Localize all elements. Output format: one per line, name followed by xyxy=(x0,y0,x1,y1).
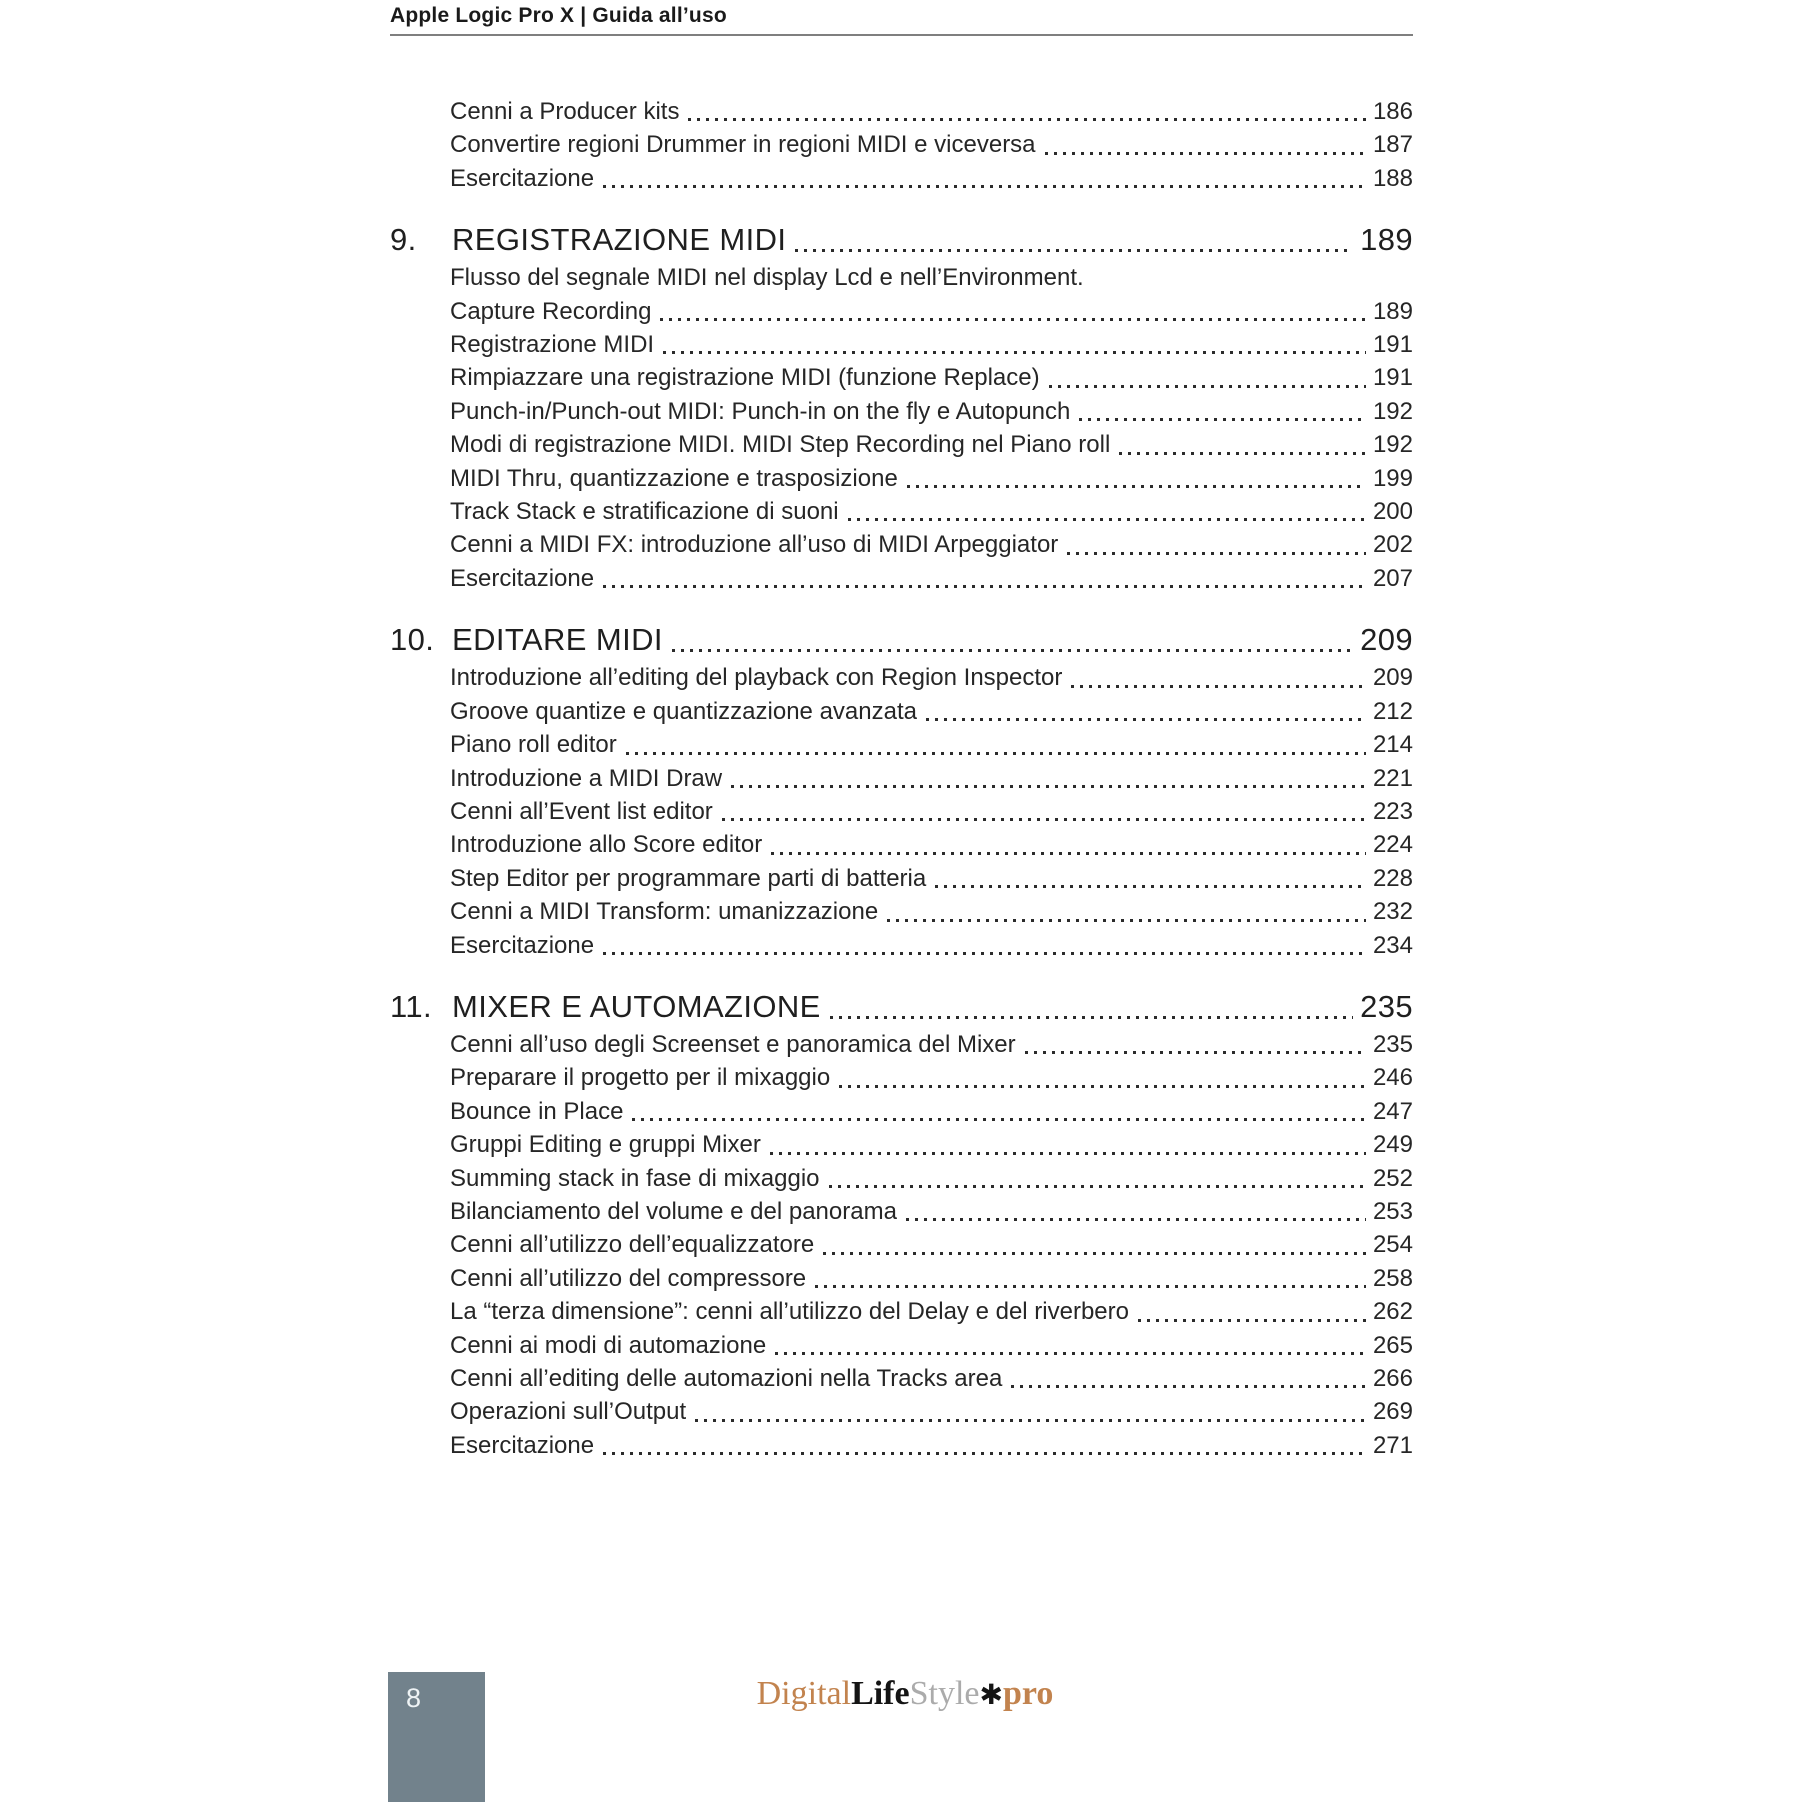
toc-entry-label: Punch-in/Punch-out MIDI: Punch-in on the fly e Autopunch xyxy=(450,397,1071,425)
toc-entry xyxy=(390,1195,1413,1228)
section-number: 9. xyxy=(390,222,417,258)
toc-entry-page: 191 xyxy=(1372,364,1413,392)
toc-entry xyxy=(390,828,1413,861)
dot-leader xyxy=(722,818,1366,821)
toc-entry-label: Summing stack in fase di mixaggio xyxy=(450,1164,820,1192)
toc xyxy=(390,95,1413,1462)
footer-page-number: 8 xyxy=(406,1683,422,1713)
dot-leader xyxy=(848,518,1366,521)
toc-entry-page: 232 xyxy=(1372,898,1413,926)
toc-entry-page: 209 xyxy=(1372,664,1413,692)
toc-entry xyxy=(390,328,1413,361)
dot-leader xyxy=(771,852,1366,855)
toc-entry xyxy=(390,795,1413,828)
toc-entry-label: Introduzione allo Score editor xyxy=(450,831,763,859)
toc-entry-label: Modi di registrazione MIDI. MIDI Step Recording nel Piano roll xyxy=(450,431,1111,459)
toc-entry-label: Bounce in Place xyxy=(450,1097,624,1125)
toc-entry xyxy=(390,895,1413,928)
dot-leader xyxy=(672,649,1353,652)
toc-entry-label: Esercitazione xyxy=(450,564,595,592)
dot-leader xyxy=(887,919,1366,922)
dot-leader xyxy=(1011,1385,1366,1388)
dot-leader xyxy=(660,318,1366,321)
toc-entry-page: 253 xyxy=(1372,1197,1413,1225)
toc-entry xyxy=(390,1028,1413,1061)
toc-entry xyxy=(390,1395,1413,1428)
dot-leader xyxy=(688,118,1366,121)
toc-entry-label: Cenni all’utilizzo dell’equalizzatore xyxy=(450,1231,815,1259)
dot-leader xyxy=(603,585,1366,588)
toc-entry-label: Flusso del segnale MIDI nel display Lcd e nell’Environment. xyxy=(450,264,1084,292)
toc-entry-page: 262 xyxy=(1372,1298,1413,1326)
dot-leader xyxy=(1119,452,1366,455)
dot-leader xyxy=(603,952,1366,955)
toc-entry-label: Rimpiazzare una registrazione MIDI (funzione Replace) xyxy=(450,364,1040,392)
toc-entry-page: 265 xyxy=(1372,1331,1413,1359)
toc-entry-page: 192 xyxy=(1372,431,1413,459)
toc-entry xyxy=(390,528,1413,561)
toc-entry xyxy=(390,1162,1413,1195)
section-heading xyxy=(390,619,1413,661)
dot-leader xyxy=(603,1452,1366,1455)
toc-entry xyxy=(390,929,1413,962)
dot-leader xyxy=(1049,385,1366,388)
toc-entry-label: Capture Recording xyxy=(450,297,652,325)
dot-leader xyxy=(626,752,1366,755)
dot-leader xyxy=(695,1419,1366,1422)
toc-entry xyxy=(390,562,1413,595)
dot-leader xyxy=(906,1218,1366,1221)
toc-entry xyxy=(390,495,1413,528)
toc-entry-label: Esercitazione xyxy=(450,931,595,959)
toc-entry xyxy=(390,1061,1413,1094)
toc-entry xyxy=(390,1329,1413,1362)
toc-entry-label: Cenni all’utilizzo del compressore xyxy=(450,1264,807,1292)
dot-leader xyxy=(935,885,1366,888)
toc-entry-label: Esercitazione xyxy=(450,164,595,192)
toc-entry xyxy=(390,162,1413,195)
logo-star-icon: ✱ xyxy=(979,1680,1003,1711)
section-page-number: 189 xyxy=(1360,222,1413,258)
toc-entry xyxy=(390,1095,1413,1128)
toc-entry-page: 212 xyxy=(1372,697,1413,725)
section-title: EDITARE MIDI xyxy=(452,622,663,658)
toc-entry-label: Step Editor per programmare parti di batteria xyxy=(450,864,927,892)
toc-entry xyxy=(390,95,1413,128)
toc-entry-page: 235 xyxy=(1372,1030,1413,1058)
toc-entry-page: 254 xyxy=(1372,1231,1413,1259)
dot-leader xyxy=(926,718,1366,721)
toc-entry xyxy=(390,261,1413,294)
toc-entry-label: Track Stack e stratificazione di suoni xyxy=(450,498,839,526)
dot-leader xyxy=(839,1085,1366,1088)
toc-entry-page: 192 xyxy=(1372,397,1413,425)
section-heading xyxy=(390,986,1413,1028)
toc-entry-label: MIDI Thru, quantizzazione e trasposizione xyxy=(450,464,898,492)
dot-leader xyxy=(1079,418,1366,421)
logo-style: Style xyxy=(909,1675,980,1712)
toc-entry-page: 188 xyxy=(1372,164,1413,192)
toc-entry xyxy=(390,862,1413,895)
toc-entry-page: 246 xyxy=(1372,1064,1413,1092)
dot-leader xyxy=(603,185,1366,188)
toc-entry-label: Cenni all’uso degli Screenset e panoramica del Mixer xyxy=(450,1030,1016,1058)
toc-entry-page: 271 xyxy=(1372,1431,1413,1459)
toc-entry-page: 266 xyxy=(1372,1365,1413,1392)
toc-entry-page: 191 xyxy=(1372,331,1413,359)
toc-entry-label: Groove quantize e quantizzazione avanzata xyxy=(450,697,917,725)
toc-entry-page: 269 xyxy=(1372,1398,1413,1426)
toc-entry-label: Bilanciamento del volume e del panorama xyxy=(450,1197,897,1225)
toc-entry xyxy=(390,1362,1413,1395)
section-page-number: 209 xyxy=(1360,622,1413,658)
section-title: REGISTRAZIONE MIDI xyxy=(452,222,787,258)
toc-entry-label: Cenni a Producer kits xyxy=(450,98,680,125)
dot-leader xyxy=(1071,685,1366,688)
toc-entry xyxy=(390,695,1413,728)
toc-entry-label: Cenni all’Event list editor xyxy=(450,797,713,825)
toc-entry-label: Piano roll editor xyxy=(450,731,617,759)
dot-leader xyxy=(1025,1051,1366,1054)
dot-leader xyxy=(815,1285,1366,1288)
section-title: MIXER E AUTOMAZIONE xyxy=(452,988,821,1024)
dot-leader xyxy=(830,1016,1353,1019)
footer-page-number-box xyxy=(388,1672,485,1802)
toc-entry xyxy=(390,1128,1413,1161)
dot-leader xyxy=(731,785,1366,788)
toc-entry-label: Cenni all’editing delle automazioni nella Tracks area xyxy=(450,1365,1003,1392)
toc-entry-page: 234 xyxy=(1372,931,1413,959)
toc-entry-page: 258 xyxy=(1372,1264,1413,1292)
dot-leader xyxy=(770,1152,1366,1155)
logo-digital: Digital xyxy=(756,1675,852,1712)
dot-leader xyxy=(795,249,1353,252)
toc-entry-page: 187 xyxy=(1372,131,1413,159)
logo-pro: pro xyxy=(1002,1675,1054,1712)
toc-entry-label: Registrazione MIDI xyxy=(450,331,655,359)
dot-leader xyxy=(829,1185,1366,1188)
toc-entry-page: 189 xyxy=(1372,297,1413,325)
toc-entry xyxy=(390,295,1413,328)
dot-leader xyxy=(907,485,1366,488)
section-page-number: 235 xyxy=(1360,988,1413,1024)
toc-entry-page: 207 xyxy=(1372,564,1413,592)
toc-entry xyxy=(390,1429,1413,1462)
dot-leader xyxy=(632,1118,1366,1121)
dot-leader xyxy=(775,1352,1366,1355)
header-title: Apple Logic Pro X | Guida all’uso xyxy=(390,4,727,27)
section-number: 10. xyxy=(390,622,435,658)
dot-leader xyxy=(1138,1319,1366,1322)
dot-leader xyxy=(1045,152,1366,155)
toc-entry xyxy=(390,462,1413,495)
toc-entry-page: 228 xyxy=(1372,864,1413,892)
page-header xyxy=(390,2,1413,36)
header-divider xyxy=(390,34,1413,36)
toc-entry xyxy=(390,1262,1413,1295)
toc-entry xyxy=(390,428,1413,461)
toc-entry-label: La “terza dimensione”: cenni all’utilizzo del Delay e del riverbero xyxy=(450,1298,1129,1326)
toc-entry xyxy=(390,395,1413,428)
toc-entry-page: 199 xyxy=(1372,464,1413,492)
toc-entry-page: 214 xyxy=(1372,731,1413,759)
publisher-logo xyxy=(757,1676,1054,1714)
toc-entry xyxy=(390,1228,1413,1261)
toc-entry-label: Convertire regioni Drummer in regioni MIDI e viceversa xyxy=(450,131,1036,159)
toc-entry-label: Cenni a MIDI FX: introduzione all’uso di MIDI Arpeggiator xyxy=(450,531,1059,559)
toc-entry-label: Preparare il progetto per il mixaggio xyxy=(450,1064,831,1092)
toc-entry xyxy=(390,361,1413,394)
toc-entry-page: 223 xyxy=(1372,797,1413,825)
section-number: 11. xyxy=(390,988,432,1024)
toc-entry-label: Introduzione a MIDI Draw xyxy=(450,764,723,792)
toc-entry-label: Introduzione all’editing del playback con Region Inspector xyxy=(450,664,1063,692)
toc-entry-page: 247 xyxy=(1372,1097,1413,1125)
toc-entry-page: 252 xyxy=(1372,1164,1413,1192)
toc-entry-page: 221 xyxy=(1372,764,1413,792)
toc-entry xyxy=(390,661,1413,694)
toc-entry-label: Gruppi Editing e gruppi Mixer xyxy=(450,1131,761,1159)
dot-leader xyxy=(663,351,1366,354)
toc-entry xyxy=(390,1295,1413,1328)
toc-entry-label: Cenni ai modi di automazione xyxy=(450,1331,767,1359)
dot-leader xyxy=(823,1252,1366,1255)
toc-entry xyxy=(390,728,1413,761)
toc-entry-page: 224 xyxy=(1372,831,1413,859)
toc-entry-label: Operazioni sull’Output xyxy=(450,1398,687,1426)
dot-leader xyxy=(1067,552,1366,555)
toc-entry-page: 186 xyxy=(1372,98,1413,125)
toc-entry-label: Esercitazione xyxy=(450,1431,595,1459)
toc-entry-page: 249 xyxy=(1372,1131,1413,1159)
toc-entry xyxy=(390,762,1413,795)
toc-entry-page: 200 xyxy=(1372,498,1413,526)
logo-life: Life xyxy=(851,1675,910,1712)
toc-entry-page: 202 xyxy=(1372,531,1413,559)
toc-entry xyxy=(390,128,1413,161)
section-heading xyxy=(390,219,1413,261)
toc-entry-label: Cenni a MIDI Transform: umanizzazione xyxy=(450,898,879,926)
